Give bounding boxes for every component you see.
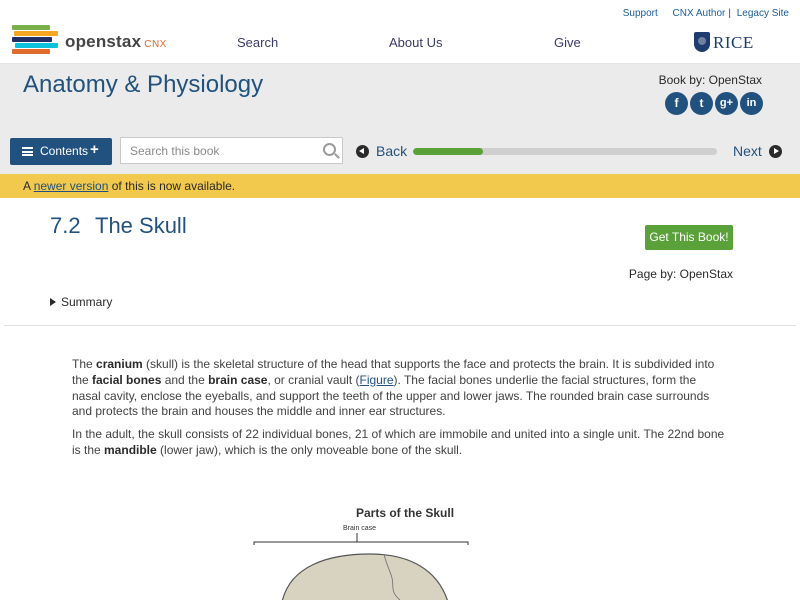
social-share-buttons [665,92,765,116]
book-header [0,64,800,174]
paragraph-cranium: The cranium (skull) is the skeletal structure of the head that supports the face and protects the brain. It is subdivided into the facial bones and the brain case, or cranial vault (Figure). The facial bones underlie the facial structures, form the nasal cavity, enclose the eyeballs, and support the teeth of the upper and lower jaws. The rounded brain case surrounds and protects the brain and houses the middle and inner ear structures. [72,357,715,419]
section-title: The Skull [95,213,187,238]
divider [4,325,796,326]
section-number: 7.2 [50,213,81,238]
skull-figure [250,518,480,600]
list-icon [22,147,33,156]
twitter-icon[interactable]: t [690,92,713,115]
utility-links: Support CNX Author | Legacy Site [622,8,789,19]
search-input[interactable] [121,138,316,163]
facebook-icon[interactable]: f [665,92,688,115]
nav-search[interactable]: Search [237,35,279,50]
rice-shield-icon [694,32,710,52]
contents-button[interactable]: Contents + [10,138,112,165]
search-icon[interactable] [323,143,336,156]
newer-version-notice: A newer version of this is now available. [0,174,800,198]
book-search [120,137,343,164]
book-title: Anatomy & Physiology [23,71,264,98]
figure-link[interactable]: Figure [359,372,394,387]
brand-wordmark: openstax CNX [65,32,167,51]
back-button[interactable]: Back [356,143,407,161]
nav-give[interactable]: Give [554,35,581,50]
nav-about-us[interactable]: About Us [389,35,443,50]
page-by-label: Page by: OpenStax [628,267,733,281]
figure-title: Parts of the Skull [356,506,455,520]
skull-dome [282,554,448,600]
support-link[interactable]: Support [622,8,658,19]
brain-case-label: Brain case [343,525,377,532]
brain-case-bracket [254,542,468,545]
plus-icon: + [90,141,99,158]
get-this-book-button[interactable]: Get This Book! [645,225,733,250]
openstax-books-icon [12,24,58,54]
top-navigation-bar [0,0,800,64]
next-button[interactable]: Next [733,143,782,161]
openstax-cnx-logo[interactable] [12,24,172,56]
book-progress-bar [413,148,717,155]
legacy-site-link[interactable]: Legacy Site [736,8,789,19]
chevron-right-icon [769,145,782,158]
newer-version-link[interactable]: newer version [33,179,109,193]
disclosure-triangle-icon [50,298,56,306]
cnx-author-link[interactable]: CNX Author [672,8,726,19]
google-plus-icon[interactable]: g+ [715,92,738,115]
book-by-label: Book by: OpenStax [658,73,762,87]
summary-toggle[interactable]: Summary [50,295,112,309]
progress-fill [413,148,483,155]
linkedin-icon[interactable]: in [740,92,763,115]
chevron-left-icon [356,145,369,158]
rice-logo[interactable]: RICE [694,32,754,54]
paragraph-adult-skull: In the adult, the skull consists of 22 individual bones, 21 of which are immobile and united into a single unit. The 22nd bone is the mandible (lower jaw), which is the only moveable bone of the skull. [72,427,725,457]
